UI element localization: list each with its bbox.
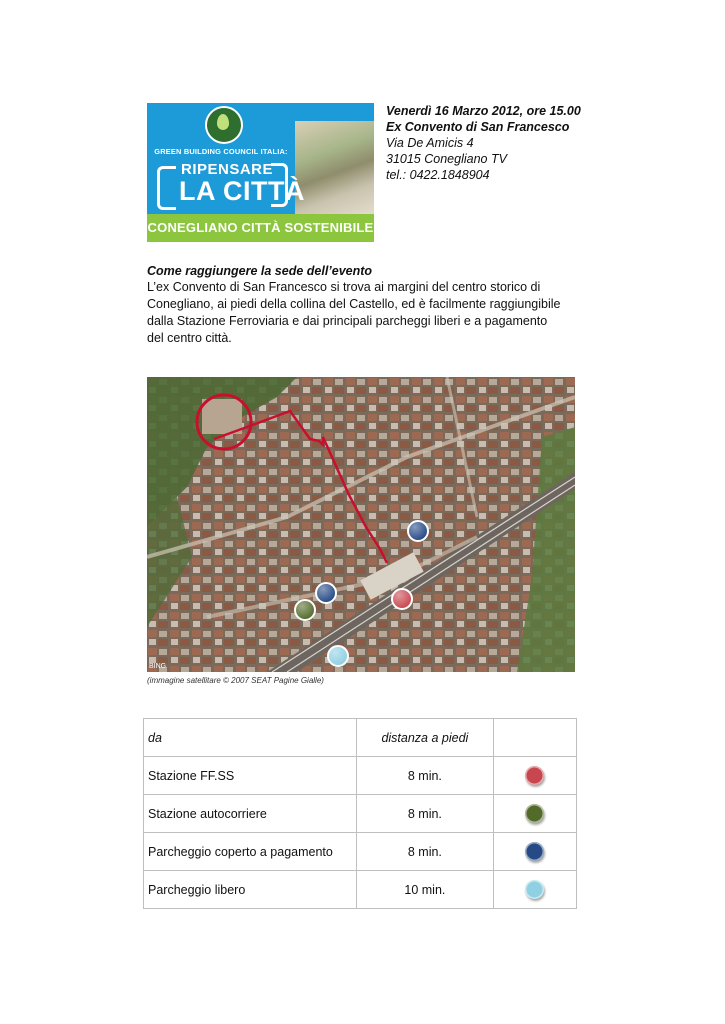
color-dot-icon [525,880,544,899]
table-row [144,757,577,795]
row-distance: 8 min. [356,757,493,795]
table-row [144,871,577,909]
banner-line1: RIPENSARE [181,161,274,178]
event-info [386,103,581,183]
color-dot-icon [525,804,544,823]
event-city: 31015 Conegliano TV [386,152,507,166]
color-dot-icon [525,766,544,785]
map-caption: (immagine satellitare © 2007 SEAT Pagine Gialle) [147,676,324,685]
satellite-map [147,377,575,672]
header-from: da [144,719,357,757]
directions-title: Come raggiungere la sede dell’evento [147,264,373,278]
row-from: Parcheggio coperto a pagamento [144,833,357,871]
banner-org: GREEN BUILDING COUNCIL ITALIA: [154,147,288,156]
event-date: Venerdì 16 Marzo 2012, ore 15.00 [386,104,581,118]
row-from: Stazione FF.SS [144,757,357,795]
event-venue: Ex Convento di San Francesco [386,120,570,134]
table-row [144,833,577,871]
map-marker-stazione-ffss [392,589,412,609]
directions-body: L’ex Convento di San Francesco si trova ai margini del centro storico di Conegliano, ai piedi della collina del Castello, ed è facilmente raggiungibile dalla Stazione Ferroviaria e dai principali parcheggi liberi e a pagamento del centro città. [147,280,561,345]
map-watermark: BING [149,663,167,670]
row-from: Parcheggio libero [144,871,357,909]
event-banner [147,103,374,242]
arrow-left-icon [157,166,176,210]
header-distance: distanza a piedi [356,719,493,757]
banner-tagline: CONEGLIANO CITTÀ SOSTENIBILE [147,220,374,235]
distance-table [143,718,577,909]
leaf-icon [217,114,229,130]
map-marker-parcheggio-libero [328,646,348,666]
row-distance: 10 min. [356,871,493,909]
banner-line2: LA CITTÀ [179,176,305,206]
map-marker-parcheggio-coperto-1 [408,521,428,541]
row-from: Stazione autocorriere [144,795,357,833]
event-phone: tel.: 0422.1848904 [386,168,490,182]
banner-aerial-photo [295,121,374,214]
table-row [144,795,577,833]
event-street: Via De Amicis 4 [386,136,474,150]
color-dot-icon [525,842,544,861]
map-marker-stazione-autocorriere [295,600,315,620]
row-distance: 8 min. [356,833,493,871]
row-distance: 8 min. [356,795,493,833]
table-header-row [144,719,577,757]
map-marker-parcheggio-coperto-2 [316,583,336,603]
